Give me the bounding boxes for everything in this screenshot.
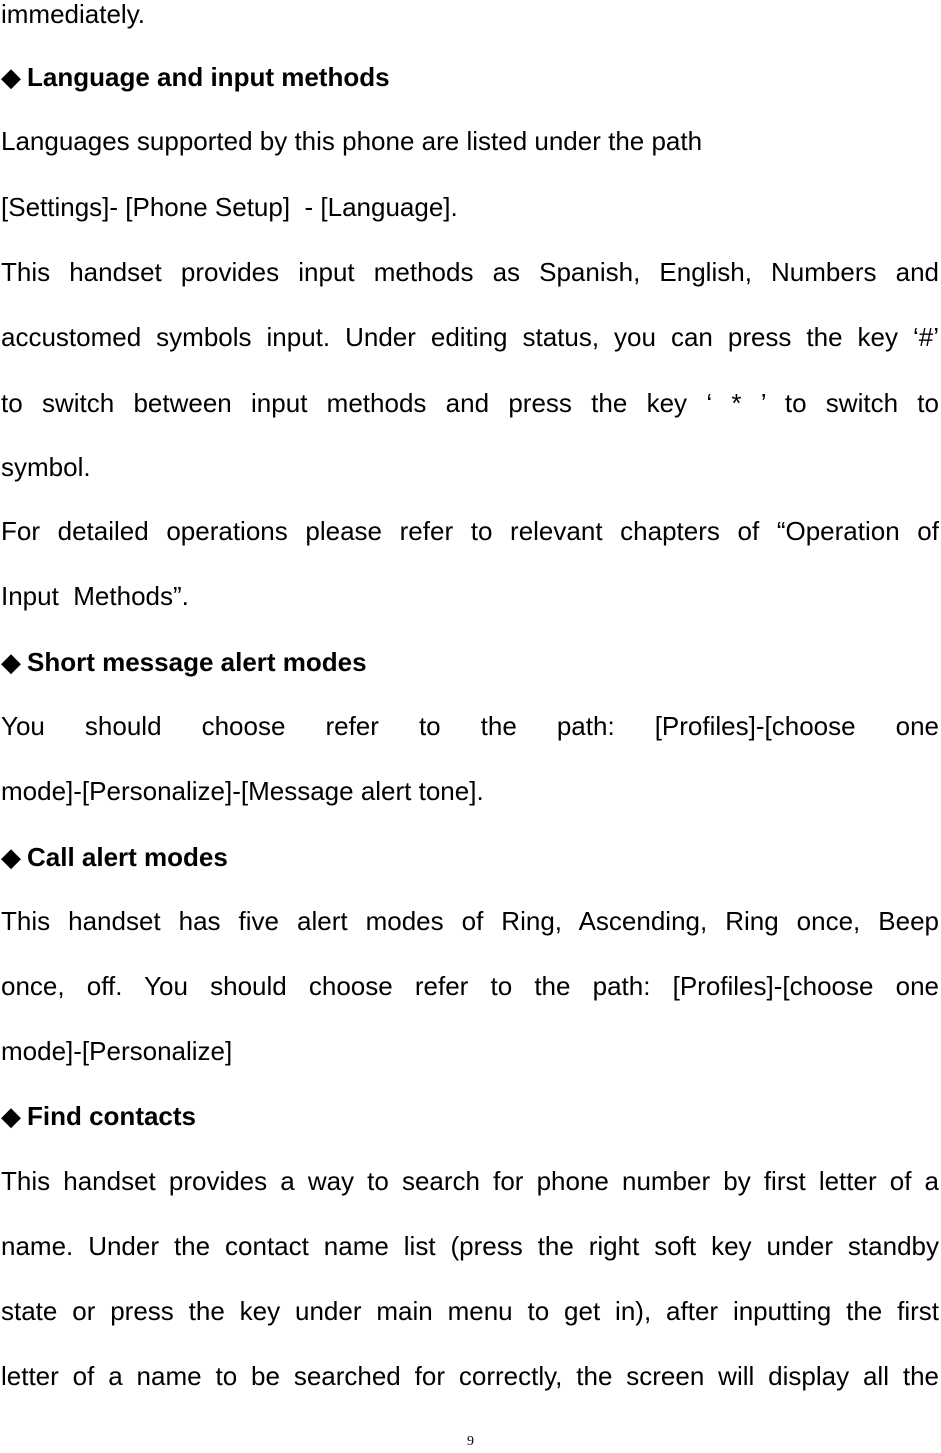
body-text-line: once, off. You should choose refer to the path: [Profiles]-[choose one [1,971,939,1001]
body-text-line: mode]-[Personalize] [1,1036,233,1066]
section-heading-language [1,61,939,93]
diamond-bullet-icon: ◆ [1,1101,21,1131]
diamond-bullet-icon: ◆ [1,647,21,677]
section-heading-call-alert [1,841,939,873]
body-text-line: This handset has five alert modes of Ring, Ascending, Ring once, Beep [1,906,939,936]
body-text-line: For detailed operations please refer to relevant chapters of “Operation of [1,516,939,546]
heading-text: Call alert modes [27,842,228,872]
body-text-line: Languages supported by this phone are listed under the path [1,126,703,156]
body-text-line: [Settings]- [Phone Setup] - [Language]. [1,192,458,222]
body-text-line: to switch between input methods and press the key ‘ * ’ to switch to [1,388,939,418]
body-text-line: state or press the key under main menu to get in), after inputting the first [1,1296,939,1326]
body-text-line: letter of a name to be searched for correctly, the screen will display all the [1,1361,939,1391]
heading-text: Find contacts [27,1101,197,1131]
body-text-line: This handset provides input methods as Spanish, English, Numbers and [1,257,939,287]
body-text-line: mode]-[Personalize]-[Message alert tone]. [1,776,484,806]
heading-text: Short message alert modes [27,647,367,677]
body-text-line: Input Methods”. [1,581,189,611]
body-text-line: accustomed symbols input. Under editing status, you can press the key ‘#’ [1,322,939,352]
body-text-line: You should choose refer to the path: [Profiles]-[choose one [1,711,939,741]
body-text-line: name. Under the contact name list (press the right soft key under standby [1,1231,939,1261]
section-heading-short-message [1,646,939,678]
page-number: 9 [467,1434,474,1449]
section-heading-find-contacts [1,1100,939,1132]
body-text-line: immediately. [1,0,146,29]
heading-text: Language and input methods [27,62,390,92]
body-text-line: symbol. [1,452,91,482]
body-text-line: This handset provides a way to search for phone number by first letter of a [1,1166,939,1196]
diamond-bullet-icon: ◆ [1,842,21,872]
diamond-bullet-icon: ◆ [1,62,21,92]
